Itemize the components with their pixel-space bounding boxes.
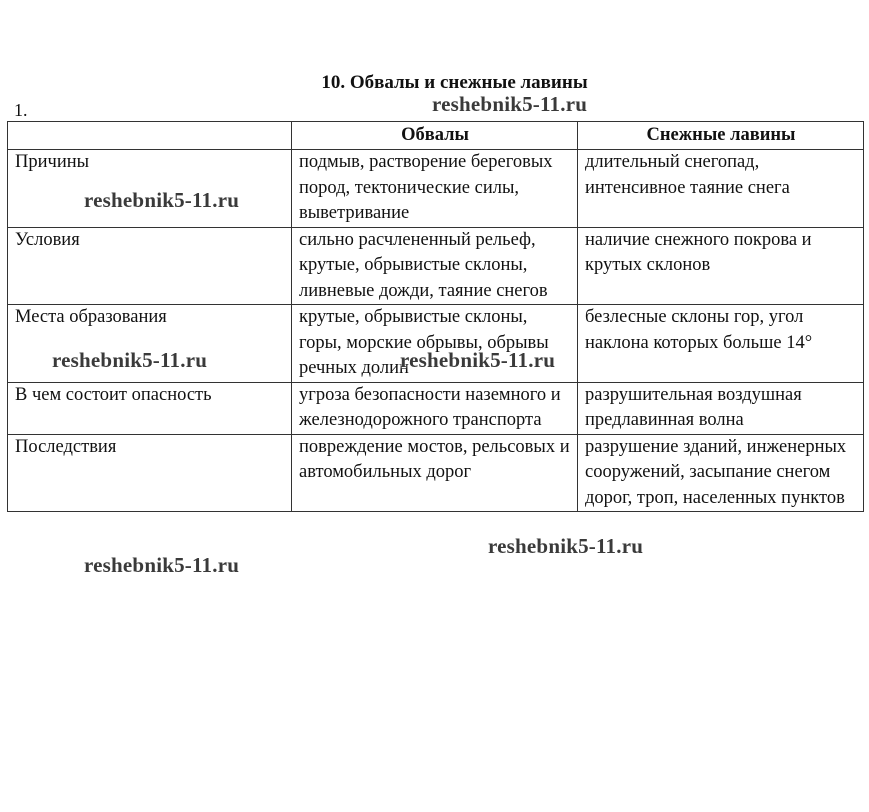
cell-rockfalls: крутые, обрывистые склоны, горы, морские обрывы, обрывы речных долин (292, 305, 578, 383)
row-label: Причины (8, 150, 292, 228)
document-title: 10. Обвалы и снежные лавины (321, 72, 588, 93)
row-label: Условия (8, 227, 292, 305)
watermark-logo: reshebnik5-11.ru (84, 553, 240, 577)
cell-avalanches: разрушение зданий, инженерных сооружений, засыпание снегом дорог, троп, населенных пунктов (578, 434, 864, 512)
table-header-row (8, 122, 864, 150)
cell-rockfalls: повреждение мостов, рельсовых и автомобильных дорог (292, 434, 578, 512)
row-label: Последствия (8, 434, 292, 512)
header-avalanches: Снежные лавины (578, 122, 864, 150)
header-rockfalls: Обвалы (292, 122, 578, 150)
cell-rockfalls: сильно расчлененный рельеф, крутые, обрывистые склоны, ливневые дожди, таяние снегов (292, 227, 578, 305)
table-row-danger (8, 382, 864, 434)
cell-rockfalls: подмыв, растворение береговых пород, тектонические силы, выветривание (292, 150, 578, 228)
comparison-table (7, 121, 864, 512)
row-label: В чем состоит опасность (8, 382, 292, 434)
watermark-logo: reshebnik5-11.ru (432, 92, 588, 116)
cell-avalanches: разрушительная воздушная предлавинная волна (578, 382, 864, 434)
task-number: 1. (14, 100, 28, 120)
watermark-logo: reshebnik5-11.ru (52, 348, 208, 372)
cell-avalanches: безлесные склоны гор, угол наклона которых больше 14° (578, 305, 864, 383)
watermark-logo: reshebnik5-11.ru (84, 188, 240, 212)
cell-avalanches: длительный снегопад, интенсивное таяние снега (578, 150, 864, 228)
watermark-logo: reshebnik5-11.ru (488, 534, 644, 558)
header-empty (8, 122, 292, 150)
cell-rockfalls: угроза безопасности наземного и железнодорожного транспорта (292, 382, 578, 434)
table-row-conditions (8, 227, 864, 305)
cell-avalanches: наличие снежного покрова и крутых склонов (578, 227, 864, 305)
row-label: Места образования (8, 305, 292, 383)
watermark-logo: reshebnik5-11.ru (400, 348, 556, 372)
table-row-consequences (8, 434, 864, 512)
